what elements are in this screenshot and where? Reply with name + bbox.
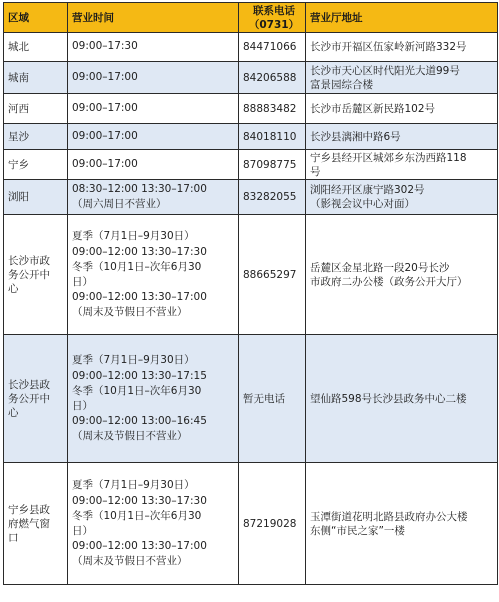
region-cell-line: 心 [8,406,19,419]
region-cell [4,215,68,335]
table-row [4,215,498,335]
address-cell-line: 长沙市岳麓区新民路102号 [310,102,436,115]
phone-cell: 88665297 [239,215,306,335]
hours-cell-line: 09:00–12:00 13:00–16:45 [72,415,207,428]
region-cell-line: 口 [8,531,19,544]
address-cell-line: （影视会议中心对面） [310,198,415,211]
hours-cell-line: 夏季（7月1日–9月30日） [72,230,195,243]
region-cell [4,150,68,180]
hours-cell [68,180,239,215]
table-row [4,62,498,94]
hours-cell-line: 夏季（7月1日–9月30日） [72,354,195,367]
hours-cell-line: （周末及节假日不营业） [72,306,188,319]
region-cell [4,335,68,463]
region-cell-line: 城北 [8,41,29,53]
hours-cell [68,150,239,180]
address-cell [306,215,498,335]
phone-cell: 87219028 [239,463,306,585]
region-cell-line: 宁乡县政 [8,503,50,516]
table-row [4,463,498,585]
hours-cell-line: 09:00–12:00 13:30–17:00 [72,540,207,553]
header-region: 区域 [4,3,68,33]
address-cell [306,180,498,215]
table-row [4,94,498,124]
region-cell-line: 长沙市政 [8,254,50,267]
header-phone-line1: 联系电话 [253,4,295,17]
region-cell-line: 浏阳 [8,191,29,204]
region-cell-line: 河西 [8,102,29,115]
address-cell-line: 市政府二办公楼（政务公开大厅） [310,275,468,288]
phone-cell: 84018110 [239,124,306,150]
table-row [4,150,498,180]
hours-cell-line: 冬季（10月1日–次年6月30 [72,260,202,273]
hours-cell-line: 09:00–17:00 [72,157,138,170]
address-cell-line: 东侧“市民之家”一楼 [310,524,405,537]
hours-cell-line: 09:00–12:00 13:30–17:30 [72,494,207,507]
hours-cell-line: （周六周日不营业） [72,198,167,211]
phone-cell: 84471066 [239,33,306,62]
table-header-row [4,3,498,33]
header-hours: 营业时间 [68,3,239,33]
hours-cell [68,124,239,150]
hours-cell-line: 09:00–17:30 [72,40,138,53]
table-row [4,33,498,62]
address-cell-line: 号 [310,165,321,178]
phone-cell: 83282055 [239,180,306,215]
hours-cell-line: 09:00–17:00 [72,70,138,83]
phone-cell: 87098775 [239,150,306,180]
hours-cell [68,33,239,62]
region-cell-line: 务公开中 [8,268,50,281]
region-cell [4,180,68,215]
hours-cell [68,62,239,94]
region-cell-line: 心 [8,282,19,295]
region-cell [4,124,68,150]
address-cell [306,94,498,124]
region-cell-line: 长沙县政 [8,378,50,391]
hours-cell-line: 日） [72,275,93,288]
address-cell-line: 长沙市天心区时代阳光大道99号 [310,64,460,77]
hours-cell [68,215,239,335]
hours-cell-line: 09:00–17:00 [72,129,138,142]
address-cell [306,62,498,94]
region-cell-line: 星沙 [8,130,29,143]
address-cell [306,150,498,180]
region-cell-line: 府燃气窗 [8,517,50,530]
region-cell [4,463,68,585]
address-cell-line: 宁乡县经开区城郊乡东沩西路118 [310,151,467,164]
hours-cell-line: 日） [72,524,93,537]
hours-cell-line: 冬季（10月1日–次年6月30 [72,509,202,522]
address-cell-line: 长沙市开福区伍家岭新河路332号 [310,41,467,53]
address-cell-line: 浏阳经开区康宁路302号 [310,184,425,197]
phone-cell: 84206588 [239,62,306,94]
hours-cell-line: 09:00–12:00 13:30–17:00 [72,291,207,304]
hours-cell-line: 日） [72,399,93,412]
region-cell [4,94,68,124]
address-cell-line: 玉潭街道花明北路县政府办公大楼 [310,510,468,523]
hours-cell-line: 09:00–12:00 13:30–17:15 [72,369,207,382]
header-phone-line2: （0731） [248,18,300,31]
hours-cell-line: （周末及节假日不营业） [72,430,188,443]
hours-cell [68,335,239,463]
region-cell-line: 宁乡 [8,158,29,171]
region-cell [4,62,68,94]
header-address: 营业厅地址 [306,3,498,33]
phone-cell: 88883482 [239,94,306,124]
address-cell-line: 岳麓区金星北路一段20号长沙 [310,261,450,274]
hours-cell-line: 09:00–12:00 13:30–17:30 [72,245,207,258]
address-cell-line: 望仙路598号长沙县政务中心二楼 [310,392,467,405]
hours-cell-line: 09:00–17:00 [72,101,138,114]
address-cell-line: 富景园综合楼 [310,78,373,91]
hours-cell [68,463,239,585]
phone-cell: 暂无电话 [239,335,306,463]
address-cell [306,33,498,62]
hours-cell [68,94,239,124]
region-cell-line: 城南 [8,71,29,84]
table-row [4,180,498,215]
service-hall-table [3,2,498,585]
address-cell [306,124,498,150]
address-cell-line: 长沙县漓湘中路6号 [310,130,401,143]
table-row [4,124,498,150]
hours-cell-line: 08:30–12:00 13:30–17:00 [72,183,207,195]
header-phone [239,3,306,33]
hours-cell-line: 冬季（10月1日–次年6月30 [72,384,202,397]
hours-cell-line: （周末及节假日不营业） [72,555,188,568]
region-cell-line: 务公开中 [8,392,50,405]
table-body [4,3,498,585]
address-cell [306,463,498,585]
address-cell [306,335,498,463]
table-row [4,335,498,463]
hours-cell-line: 夏季（7月1日–9月30日） [72,479,195,492]
region-cell [4,33,68,62]
